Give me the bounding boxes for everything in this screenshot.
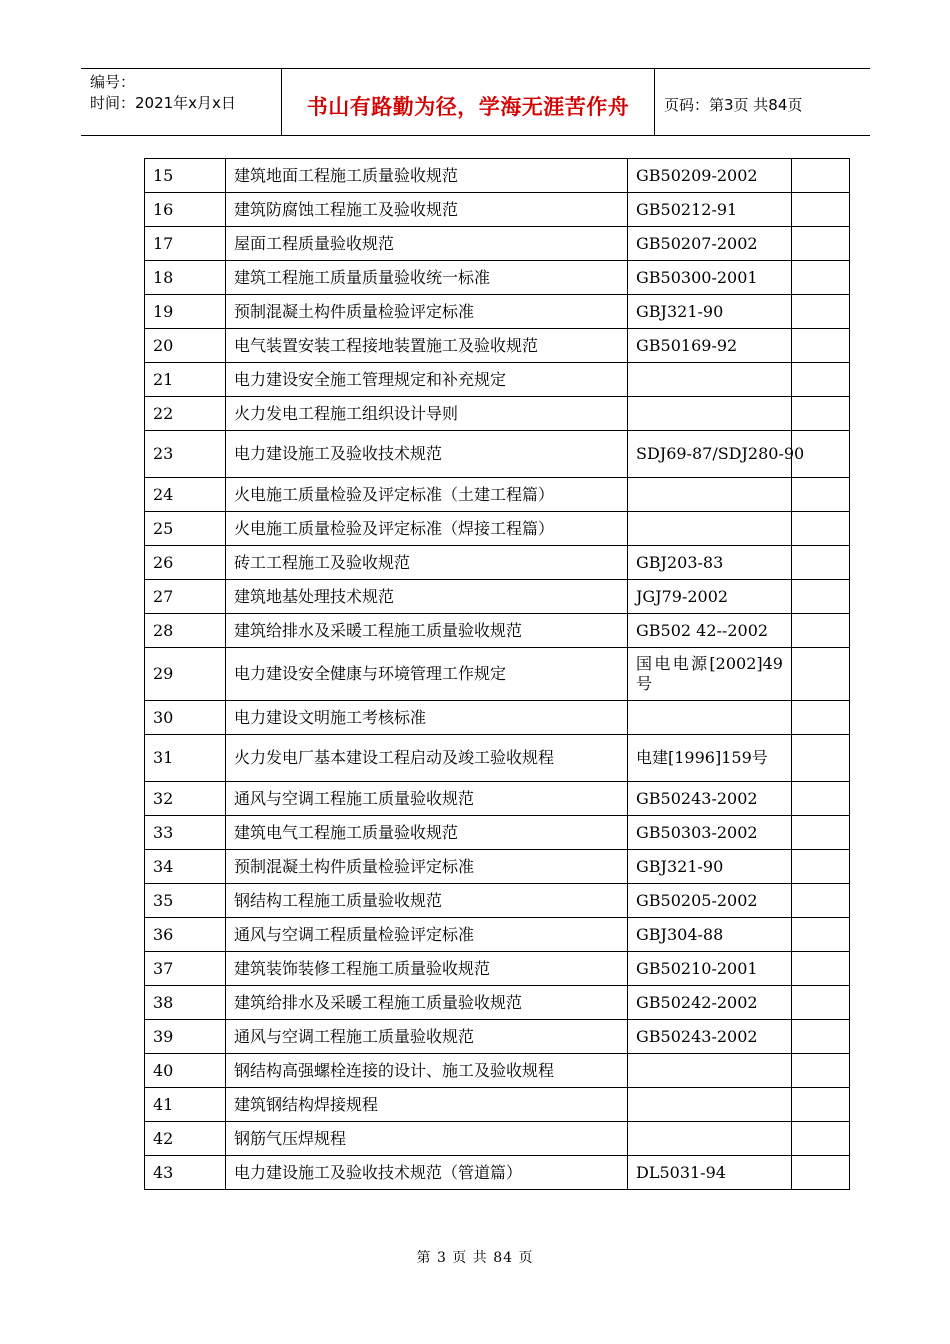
standard-code [628,648,792,701]
row-number: 15 [145,159,226,193]
row-number: 35 [145,884,226,918]
page-header [81,68,870,136]
remarks-cell [792,1020,850,1054]
row-number: 29 [145,648,226,701]
standard-name: 通风与空调工程施工质量验收规范 [226,782,628,816]
remarks-cell [792,159,850,193]
standard-code: GBJ304-88 [628,918,792,952]
standard-code: SDJ69-87/SDJ280-90 [628,431,792,478]
remarks-cell [792,363,850,397]
standard-name: 建筑地基处理技术规范 [226,580,628,614]
row-number: 20 [145,329,226,363]
standard-name: 火电施工质量检验及评定标准（土建工程篇） [226,478,628,512]
standard-name: 预制混凝土构件质量检验评定标准 [226,295,628,329]
remarks-cell [792,193,850,227]
standard-code: GB50169-92 [628,329,792,363]
remarks-cell [792,580,850,614]
remarks-cell [792,1122,850,1156]
standard-name: 预制混凝土构件质量检验评定标准 [226,850,628,884]
standard-code [628,701,792,735]
standard-name: 电力建设施工及验收技术规范 [226,431,628,478]
table-row [145,782,850,816]
table-row [145,918,850,952]
remarks-cell [792,782,850,816]
standard-name: 电力建设施工及验收技术规范（管道篇） [226,1156,628,1190]
table-row [145,478,850,512]
standard-name: 砖工工程施工及验收规范 [226,546,628,580]
standard-code: GB50207-2002 [628,227,792,261]
row-number: 19 [145,295,226,329]
row-number: 21 [145,363,226,397]
row-number: 25 [145,512,226,546]
standard-code [628,397,792,431]
remarks-cell [792,227,850,261]
row-number: 28 [145,614,226,648]
standard-name: 建筑工程施工质量质量验收统一标准 [226,261,628,295]
standard-name: 电力建设安全施工管理规定和补充规定 [226,363,628,397]
table-row [145,397,850,431]
standard-code: JGJ79-2002 [628,580,792,614]
remarks-cell [792,1156,850,1190]
standard-name: 通风与空调工程质量检验评定标准 [226,918,628,952]
table-row [145,614,850,648]
standard-name: 钢结构高强螺栓连接的设计、施工及验收规程 [226,1054,628,1088]
standard-code [628,478,792,512]
standard-name: 钢结构工程施工质量验收规范 [226,884,628,918]
table-row [145,952,850,986]
header-motto: 书山有路勤为径，学海无涯苦作舟 [306,95,630,119]
remarks-cell [792,261,850,295]
standard-code: GB50210-2001 [628,952,792,986]
row-number: 23 [145,431,226,478]
remarks-cell [792,1088,850,1122]
table-row [145,512,850,546]
standard-code: GBJ321-90 [628,295,792,329]
row-number: 27 [145,580,226,614]
standard-code: GB50209-2002 [628,159,792,193]
standard-code: GB502 42--2002 [628,614,792,648]
row-number: 43 [145,1156,226,1190]
row-number: 37 [145,952,226,986]
remarks-cell [792,952,850,986]
row-number: 30 [145,701,226,735]
row-number: 18 [145,261,226,295]
row-number: 33 [145,816,226,850]
table-row [145,884,850,918]
page-footer: 第 3 页 共 84 页 [416,1250,534,1266]
header-page-info: 页码：第3页 共84页 [664,96,803,114]
row-number: 41 [145,1088,226,1122]
standard-name: 建筑电气工程施工质量验收规范 [226,816,628,850]
remarks-cell [792,735,850,782]
standard-code [628,1122,792,1156]
standard-name: 钢筋气压焊规程 [226,1122,628,1156]
standard-code [628,512,792,546]
standard-name: 建筑防腐蚀工程施工及验收规范 [226,193,628,227]
header-motto-cell [282,69,655,135]
row-number: 24 [145,478,226,512]
row-number: 42 [145,1122,226,1156]
table-row [145,1020,850,1054]
row-number: 26 [145,546,226,580]
row-number: 39 [145,1020,226,1054]
table-row [145,295,850,329]
standard-code [628,1054,792,1088]
standard-code: GBJ321-90 [628,850,792,884]
remarks-cell [792,329,850,363]
table-row [145,580,850,614]
standard-name: 电气装置安装工程接地装置施工及验收规范 [226,329,628,363]
standard-name: 通风与空调工程施工质量验收规范 [226,1020,628,1054]
table-row [145,1054,850,1088]
row-number: 16 [145,193,226,227]
standard-code: DL5031-94 [628,1156,792,1190]
document-date: 时间：2021年x月x日 [90,94,236,112]
standard-name: 建筑地面工程施工质量验收规范 [226,159,628,193]
standard-code: GB50212-91 [628,193,792,227]
standard-code-tail: 号 [636,674,653,693]
table-row [145,648,850,701]
remarks-cell [792,478,850,512]
standards-table [144,158,850,1190]
table-row [145,735,850,782]
header-meta [81,69,282,135]
table-row [145,159,850,193]
table-row [145,546,850,580]
standards-table-body [145,159,850,1190]
standard-name: 火电施工质量检验及评定标准（焊接工程篇） [226,512,628,546]
remarks-cell [792,397,850,431]
standard-name: 火力发电工程施工组织设计导则 [226,397,628,431]
table-row [145,1156,850,1190]
standard-code: GB50243-2002 [628,782,792,816]
standard-code: GBJ203-83 [628,546,792,580]
standard-code: GB50243-2002 [628,1020,792,1054]
standard-name: 建筑给排水及采暖工程施工质量验收规范 [226,986,628,1020]
standard-name: 建筑给排水及采暖工程施工质量验收规范 [226,614,628,648]
table-row [145,986,850,1020]
standard-code [628,363,792,397]
remarks-cell [792,816,850,850]
row-number: 34 [145,850,226,884]
row-number: 36 [145,918,226,952]
table-row [145,816,850,850]
table-row [145,431,850,478]
remarks-cell [792,986,850,1020]
standard-name: 屋面工程质量验收规范 [226,227,628,261]
standard-code: 电建[1996]159号 [628,735,792,782]
standard-name: 电力建设文明施工考核标准 [226,701,628,735]
standard-code: GB50242-2002 [628,986,792,1020]
document-number-label: 编号： [90,73,136,91]
row-number: 32 [145,782,226,816]
table-row [145,227,850,261]
header-page-cell [655,69,870,135]
remarks-cell [792,701,850,735]
table-row [145,1088,850,1122]
standard-name: 建筑装饰装修工程施工质量验收规范 [226,952,628,986]
row-number: 40 [145,1054,226,1088]
row-number: 22 [145,397,226,431]
remarks-cell [792,512,850,546]
row-number: 17 [145,227,226,261]
standard-code [628,1088,792,1122]
standard-name: 建筑钢结构焊接规程 [226,1088,628,1122]
remarks-cell [792,546,850,580]
remarks-cell [792,614,850,648]
remarks-cell [792,850,850,884]
standard-name: 电力建设安全健康与环境管理工作规定 [226,648,628,701]
table-row [145,329,850,363]
remarks-cell [792,918,850,952]
table-row [145,850,850,884]
remarks-cell [792,1054,850,1088]
row-number: 38 [145,986,226,1020]
remarks-cell [792,884,850,918]
standard-name: 火力发电厂基本建设工程启动及竣工验收规程 [226,735,628,782]
standard-code: GB50303-2002 [628,816,792,850]
table-row [145,363,850,397]
standard-code: GB50300-2001 [628,261,792,295]
standard-code-main: 国电电源[2002]49 [636,654,783,673]
table-row [145,1122,850,1156]
remarks-cell [792,295,850,329]
remarks-cell [792,648,850,701]
row-number: 31 [145,735,226,782]
table-row [145,701,850,735]
table-row [145,193,850,227]
table-row [145,261,850,295]
standard-code: GB50205-2002 [628,884,792,918]
